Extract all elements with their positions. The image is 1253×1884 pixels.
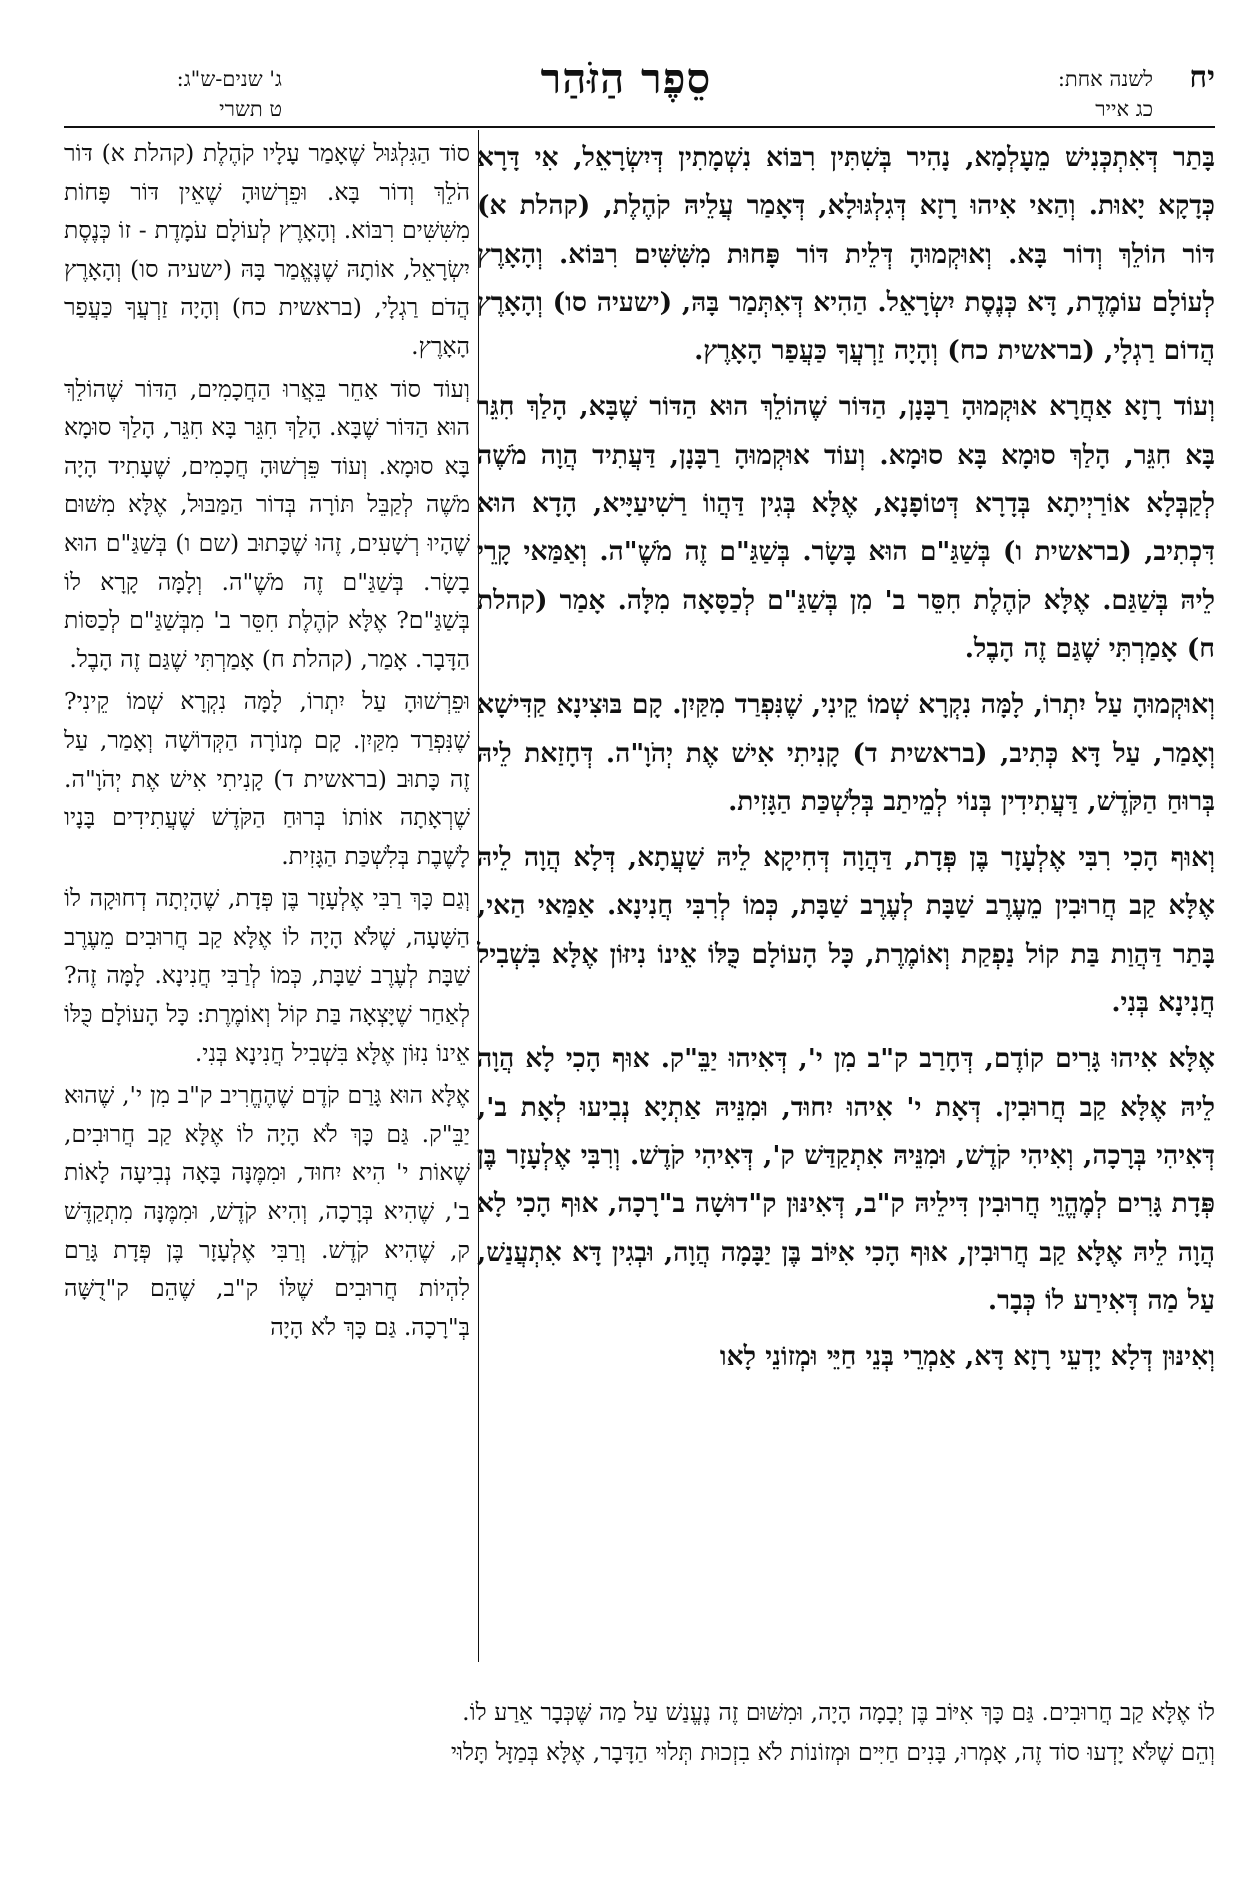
aramaic-paragraph: אֶלָּא אִיהוּ גָּרִים קוֹדֶם, דְּחָרַב ק"ב מִן י', דְּאִיהוּ יַבֵּ"ק. אוּף הָכִי לָא הֲוָה לֵיהּ אֶלָּא קַב חֲרוּבִין. דְּאָת י' אִיהוּ יִחוּד, וּמִנֵּיהּ אַתְיָא נְבִיעוּ לְאָת ב', דְּאִיהִי בְּרָכָה, וְאִיהִי קֹדֶשׁ, וּמִנֵּיהּ אִתְקַדַּשׁ ק', דְּאִיהִי קֹדֶשׁ. וְרִבִּי אֶלְעָזָר בֶּן פְּדָת גָּרִים לְמֶהֱוֵי חֲרוּבִין דִּילֵיהּ ק"ב, דְּאִינּוּן ק"דוּשָׁה ב"רָכָה, אוּף הָכִי לָא הֲוָה לֵיהּ אֶלָּא קַב חֲרוּבִין, אוּף הָכִי אִיּוֹב בֶּן יַבָּמָה הֲוָה, וּבְגִין דָּא אִתְעֲנַשׁ, עַל מַה דְּאִירַע לוֹ כְּבָר. [477, 1043, 1215, 1316]
header-left [62, 64, 282, 124]
header-rule [64, 126, 1215, 128]
header-right [973, 64, 1153, 124]
aramaic-paragraph: וְאוּקְמוּהָ עַל יִתְרוֹ, לָמָּה נִקְרָא שְׁמוֹ קֵינִי, שֶׁנִּפְרַד מִקַּיִן. קָם בּוּצִינָא קַדִּישָׁא וְאָמַר, עַל דָּא כְּתִיב, (בראשית ד) קָנִיתִי אִישׁ אֶת יְהֹוָ"ה. דְּחָזַאת לֵיהּ בְּרוּחַ הַקֹּדֶשׁ, דַּעֲתִידִין בְּנוֹי לְמֵיתַב בְּלִשְׁכַּת הַגָּזִית. [477, 689, 1215, 817]
bottom-continuation [64, 1692, 1215, 1772]
header-left-line1: ג' שנים-ש"ג: [176, 67, 282, 91]
page-number: יח [1189, 60, 1215, 95]
header-left-line2: ט תשרי [219, 97, 282, 121]
aramaic-paragraph: וְעוֹד רָזָא אַחֲרָא אוּקְמוּהָ רַבָּנָן, הַדּוֹר שֶׁהוֹלֵךְ הוּא הַדּוֹר שֶׁבָּא, הָלַךְ חִגֵּר בָּא חִגֵּר, הָלַךְ סוּמָא בָּא סוּמָא. וְעוֹד אוּקְמוּהָ רַבָּנָן, דַּעֲתִיד הֲוָה מֹשֶׁה לְקַבְּלָא אוֹרַיְיתָא בְּדָרָא דְּטוֹפָנָא, אֶלָּא בְּגִין דַּהֲווֹ רַשִׁיעַיָּיא, הָדָא הוּא דִּכְתִיב, (בראשית ו) בְּשַׁגַּ"ם הוּא בָּשָׂר. בְּשַׁגַּ"ם זֶה מֹשֶׁ"ה. וְאַמַּאי קָרֵי לֵיהּ בְּשַׁגַּם. אֶלָּא קֹהֶלֶת חִסֵּר ב' מִן בְּשַׁגַּ"ם לְכַסָּאָה מִלָּה. אָמַר (קהלת ח) אָמַרְתִּי שֶׁגַּם זֶה הָבֶל. [477, 391, 1215, 664]
aramaic-paragraph: וְאִינּוּן דְּלָא יָדְעֵי רָזָא דָּא, אַמְרֵי בְּנֵי חַיֵּי וּמְזוֹנֵי לָאו [719, 1341, 1215, 1373]
hebrew-paragraph: וְעוֹד סוֹד אַחֵר בֵּאֲרוּ הַחֲכָמִים, הַדּוֹר שֶׁהוֹלֵךְ הוּא הַדּוֹר שֶׁבָּא. הָלַךְ חִגֵּר בָּא חִגֵּר, הָלַךְ סוּמָא בָּא סוּמָא. וְעוֹד פֵּרְשׁוּהָ חֲכָמִים, שֶׁעָתִיד הָיָה מֹשֶׁה לְקַבֵּל תּוֹרָה בְּדוֹר הַמַּבּוּל, אֶלָּא מִשּׁוּם שֶׁהָיוּ רְשָׁעִים, זֶהוּ שֶׁכָּתוּב (שם ו) בְּשַׁגַּ"ם הוּא בָשָׂר. בְּשַׁגַּ"ם זֶה מֹשֶׁ"ה. וְלָמָּה קָרָא לוֹ בְּשַׁגַּ"ם? אֶלָּא קֹהֶלֶת חִסֵּר ב' מִבְּשַׁגַּ"ם לְכַסּוֹת הַדָּבָר. אָמַר, (קהלת ח) אָמַרְתִּי שֶׁגַּם זֶה הָבֶל. [64, 374, 470, 673]
header-right-line1: לשנה אחת: [1057, 67, 1153, 91]
aramaic-column [477, 134, 1215, 1664]
header-right-line2: כג אייר [1095, 97, 1153, 121]
book-title: סֵפֶר הַזֹּהַר [540, 54, 712, 103]
hebrew-paragraph: וְגַם כָּךְ רַבִּי אֶלְעָזָר בֶּן פְּדָת, שֶׁהָיְתָה דְחוּקָה לוֹ הַשָּׁעָה, שֶׁלֹּא הָיָה לוֹ אֶלָּא קַב חֲרוּבִים מֵעֶרֶב שַׁבָּת לְעֶרֶב שַׁבָּת, כְּמוֹ לְרַבִּי חֲנִינָא. לָמָּה זֶה? לְאַחַר שֶׁיָּצְאָה בַּת קוֹל וְאוֹמֶרֶת: כָּל הָעוֹלָם כֻּלּוֹ אֵינוֹ נִזּוֹן אֶלָּא בִּשְׁבִיל חֲנִינָא בְּנִי. [64, 884, 470, 1067]
aramaic-paragraph: וְאוּף הָכִי רִבִּי אֶלְעָזָר בֶּן פְּדָת, דַּהֲוָה דְּחִיקָא לֵיהּ שַׁעֲתָא, דְּלָא הֲוָה לֵיהּ אֶלָּא קַב חֲרוּבִין מֵעֶרֶב שַׁבָּת לְעֶרֶב שַׁבָּת, כְּמוֹ לְרִבִּי חֲנִינָא. אַמַּאי הַאי, בָּתַר דַּהֲוַת בַּת קוֹל נַפְקַת וְאוֹמֶרֶת, כָּל הָעוֹלָם כֻּלּוֹ אֵינוֹ נִיזּוֹן אֶלָּא בִּשְׁבִיל חֲנִינָא בְּנִי. [477, 842, 1215, 1019]
hebrew-paragraph: סוֹד הַגִּלְגּוּל שֶׁאָמַר עָלָיו קֹהֶלֶת (קהלת א) דּוֹר הֹלֵךְ וְדוֹר בָּא. וּפֵרְשׁוּהָ שֶׁאֵין דּוֹר פָּחוֹת מִשִּׁשִּׁים רִבּוֹא. וְהָאָרֶץ לְעוֹלָם עֹמָדֶת - זוֹ כְּנֶסֶת יִשְׂרָאֵל, אוֹתָהּ שֶׁנֶּאֱמַר בָּהּ (ישעיה סו) וְהָאָרֶץ הֲדֹם רַגְלָי, (בראשית כח) וְהָיָה זַרְעֲךָ כַּעֲפַר הָאָרֶץ. [64, 139, 470, 360]
hebrew-paragraph: וּפֵרְשׁוּהָ עַל יִתְרוֹ, לָמָּה נִקְרָא שְׁמוֹ קֵינִי? שֶׁנִּפְרַד מִקַּיִן. קָם מְנוֹרָה הַקְּדוֹשָׁה וְאָמַר, עַל זֶה כָּתוּב (בראשית ד) קָנִיתִי אִישׁ אֶת יְהֹוָ"ה. שֶׁרְאָתָה אוֹתוֹ בְּרוּחַ הַקֹּדֶשׁ שֶׁעֲתִידִים בָּנָיו לָשֶׁבֶת בְּלִשְׁכַּת הַגָּזִית. [64, 687, 470, 870]
aramaic-paragraph: בָּתַר דְּאִתְכְּנִישׁ מֵעָלְמָא, נָהִיר בְּשִׁתִּין רִבּוֹא נִשְׁמָתִין דְּיִשְׂרָאֵל, אִי דָּרָא כְּדָקָא יָאוּת. וְהַאי אִיהוּ רָזָא דְּגִלְגּוּלָא, דְּאָמַר עֲלֵיהּ קֹהֶלֶת, (קהלת א) דּוֹר הוֹלֵךְ וְדוֹר בָּא. וְאוּקְמוּהָ דְּלֵית דּוֹר פָּחוּת מִשִּׁשִּׁים רִבּוֹא. וְהָאָרֶץ לְעוֹלָם עוֹמֶדֶת, דָּא כְּנֶסֶת יִשְׂרָאֵל. הַהִיא דְּאִתְּמַר בָּהּ, (ישעיה סו) וְהָאָרֶץ הֲדוֹם רַגְלָי, (בראשית כח) וְהָיָה זַרְעֲךָ כַּעֲפַר הָאָרֶץ. [477, 142, 1215, 367]
hebrew-translation-column [64, 134, 470, 1664]
column-divider [478, 130, 479, 1662]
hebrew-paragraph: אֶלָּא הוּא גָּרַם קֹדֶם שֶׁהֶחֱרִיב ק"ב מִן י', שֶׁהוּא יַבֵּ"ק. גַּם כָּךְ לֹא הָיָה לוֹ אֶלָּא קַב חֲרוּבִים, שֶׁאוֹת י' הִיא יִחוּד, וּמִמֶּנָּה בָּאָה נְבִיעָה לָאוֹת ב', שֶׁהִיא בְּרָכָה, וְהִיא קֹדֶשׁ, וּמִמֶּנָּה מִתְקַדֶּשׁ ק, שֶׁהִיא קֹדֶשׁ. וְרַבִּי אֶלְעָזָר בֶּן פְּדָת גָּרַם לִהְיוֹת חֲרוּבִים שֶׁלּוֹ ק"ב, שֶׁהֵם ק"דֻשָּׁה בְּ"רָכָה. גַּם כָּךְ לֹא הָיָה [64, 1081, 470, 1341]
bottom-line: לוֹ אֶלָּא קַב חֲרוּבִים. גַּם כָּךְ אִיּוֹב בֶּן יְבָמָה הָיָה, וּמִשּׁוּם זֶה נֶעֱנַשׁ עַל מַה שֶּׁכְּבָר אֵרַע לוֹ. [462, 1698, 1215, 1726]
bottom-line: וְהֵם שֶׁלֹּא יָדְעוּ סוֹד זֶה, אָמְרוּ, בָּנִים חַיִּים וּמְזוֹנוֹת לֹא בִזְכוּת תְּלוּי הַדָּבָר, אֶלָּא בְּמַזָּל תָּלוּי [450, 1738, 1215, 1766]
